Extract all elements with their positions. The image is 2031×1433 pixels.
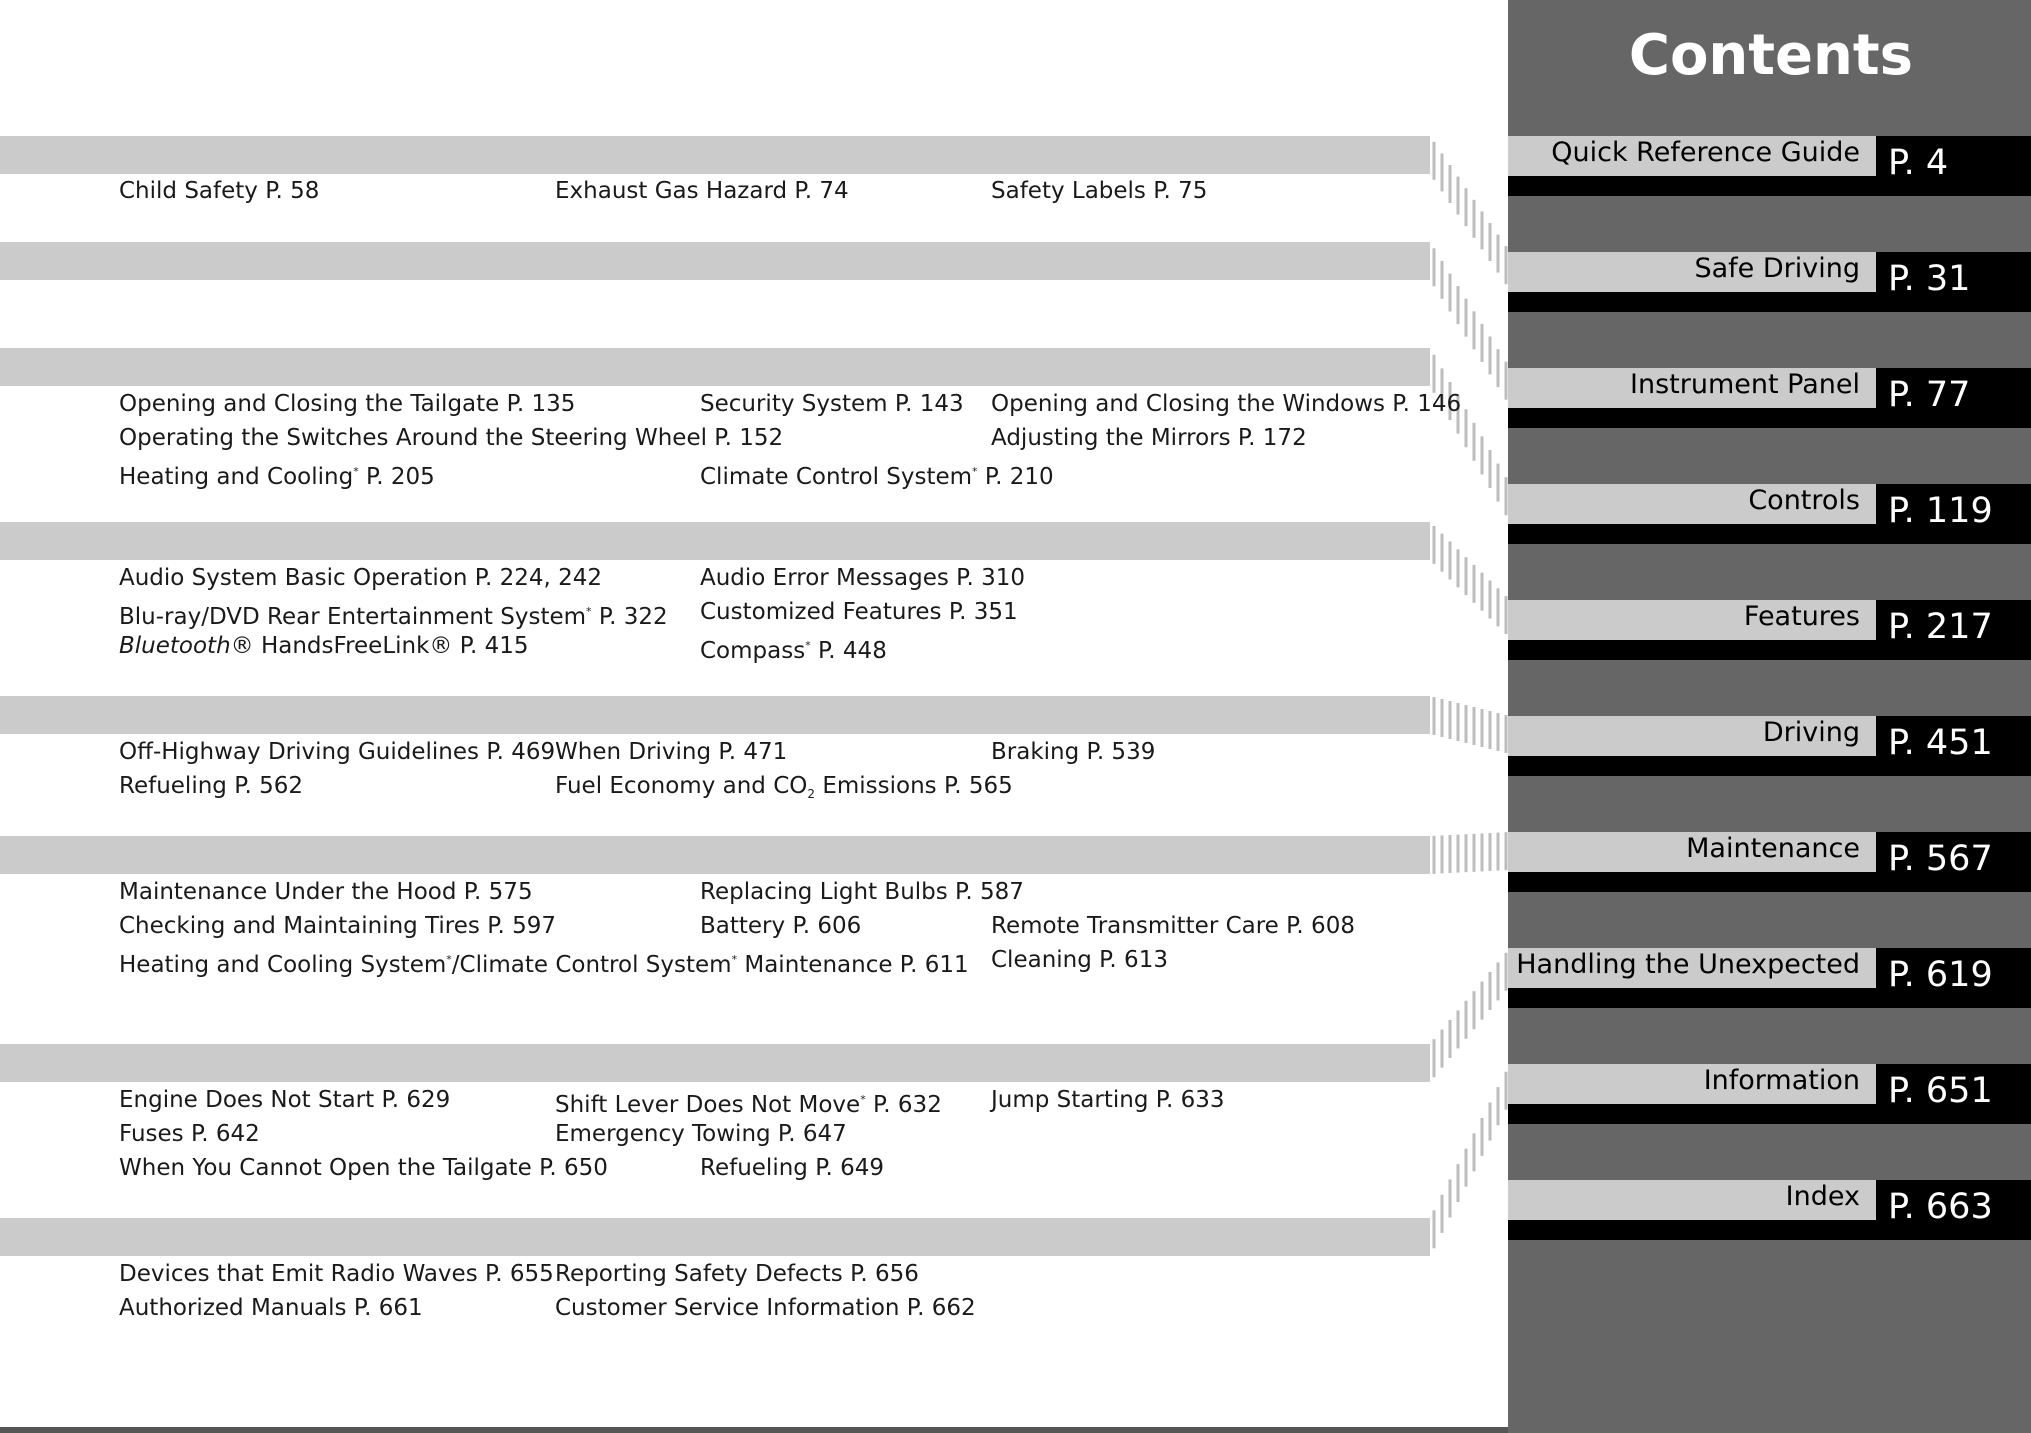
link-engine-not-start[interactable]: Engine Does Not Start P. 629 (119, 1087, 451, 1113)
tab-page-number: P. 77 (1888, 375, 1971, 415)
bottom-rule (0, 1427, 1508, 1433)
section-bar-information (0, 1218, 1430, 1256)
link-refueling-unexpected[interactable]: Refueling P. 649 (700, 1155, 884, 1181)
tab-label: Index (1508, 1180, 1876, 1220)
link-climate-control[interactable]: Climate Control System* P. 210 (700, 464, 1054, 490)
section-bar-safe-driving (0, 136, 1430, 174)
link-fuses[interactable]: Fuses P. 642 (119, 1121, 260, 1147)
link-adjusting-mirrors[interactable]: Adjusting the Mirrors P. 172 (991, 425, 1307, 451)
link-fuel-economy[interactable]: Fuel Economy and $CO_2$ Emissions P. 565 (555, 773, 1013, 801)
link-safety-labels[interactable]: Safety Labels P. 75 (991, 178, 1208, 204)
page-title: Contents (1628, 23, 1913, 88)
contents-panel (1508, 0, 2031, 1433)
tab-handling-the-unexpected[interactable] (1508, 948, 2031, 1008)
tab-label: Controls (1508, 484, 1876, 524)
tab-label: Driving (1508, 716, 1876, 756)
tab-label: Quick Reference Guide (1508, 136, 1876, 176)
tab-label: Instrument Panel (1508, 368, 1876, 408)
tab-label: Information (1508, 1064, 1876, 1104)
tab-page-number: P. 31 (1888, 259, 1971, 299)
link-bluray-dvd[interactable]: Blu-ray/DVD Rear Entertainment System* P. 322 (119, 604, 668, 630)
section-bar-controls (0, 348, 1430, 386)
connector-stripes (1430, 0, 1510, 1433)
link-cannot-open-tailgate[interactable]: When You Cannot Open the Tailgate P. 650 (119, 1155, 608, 1181)
tab-instrument-panel[interactable] (1508, 368, 2031, 428)
connector-stripe-group (1434, 953, 1506, 1077)
link-light-bulbs[interactable]: Replacing Light Bulbs P. 587 (700, 879, 1024, 905)
connector-stripe-group (1434, 697, 1506, 753)
section-bar-maintenance (0, 836, 1430, 874)
tab-label: Handling the Unexpected (1508, 948, 1876, 988)
section-bar-handling (0, 1044, 1430, 1082)
link-exhaust-gas-hazard[interactable]: Exhaust Gas Hazard P. 74 (555, 178, 849, 204)
link-hvac-maintenance[interactable]: Heating and Cooling System*/Climate Control System* Maintenance P. 611 (119, 952, 969, 978)
connector-stripe-group (1434, 142, 1506, 284)
link-when-driving[interactable]: When Driving P. 471 (555, 739, 788, 765)
link-shift-lever[interactable]: Shift Lever Does Not Move* P. 632 (555, 1092, 942, 1118)
link-radio-waves[interactable]: Devices that Emit Radio Waves P. 655 (119, 1261, 554, 1287)
link-bluetooth-hfl[interactable]: Bluetooth® HandsFreeLink® P. 415 (119, 633, 529, 659)
connector-stripe-group (1434, 832, 1506, 874)
link-audio-error[interactable]: Audio Error Messages P. 310 (700, 565, 1025, 591)
connector-stripe-group (1434, 355, 1506, 515)
link-authorized-manuals[interactable]: Authorized Manuals P. 661 (119, 1295, 423, 1321)
tab-label: Maintenance (1508, 832, 1876, 872)
link-security-system[interactable]: Security System P. 143 (700, 391, 964, 417)
link-safety-defects[interactable]: Reporting Safety Defects P. 656 (555, 1261, 919, 1287)
link-audio-basic[interactable]: Audio System Basic Operation P. 224, 242 (119, 565, 603, 591)
connector-stripe-group (1434, 1072, 1506, 1249)
tab-information[interactable] (1508, 1064, 2031, 1124)
link-opening-windows[interactable]: Opening and Closing the Windows P. 146 (991, 391, 1462, 417)
link-refueling-driving[interactable]: Refueling P. 562 (119, 773, 303, 799)
link-opening-tailgate[interactable]: Opening and Closing the Tailgate P. 135 (119, 391, 576, 417)
tab-label: Features (1508, 600, 1876, 640)
tab-features[interactable] (1508, 600, 2031, 660)
tab-label: Safe Driving (1508, 252, 1876, 292)
link-offhighway[interactable]: Off-Highway Driving Guidelines P. 469 (119, 739, 556, 765)
tab-driving[interactable] (1508, 716, 2031, 776)
link-cleaning[interactable]: Cleaning P. 613 (991, 947, 1168, 973)
tab-controls[interactable] (1508, 484, 2031, 544)
connector-stripe-group (1434, 248, 1506, 399)
link-heating-cooling[interactable]: Heating and Cooling* P. 205 (119, 464, 435, 490)
link-jump-starting[interactable]: Jump Starting P. 633 (991, 1087, 1225, 1113)
tab-page-number: P. 567 (1888, 839, 1993, 879)
tab-page-number: P. 651 (1888, 1071, 1993, 1111)
link-steering-switches[interactable]: Operating the Switches Around the Steering Wheel P. 152 (119, 425, 784, 451)
tab-safe-driving[interactable] (1508, 252, 2031, 312)
link-emergency-towing[interactable]: Emergency Towing P. 647 (555, 1121, 847, 1147)
tab-maintenance[interactable] (1508, 832, 2031, 892)
link-compass[interactable]: Compass* P. 448 (700, 638, 887, 664)
link-under-hood[interactable]: Maintenance Under the Hood P. 575 (119, 879, 533, 905)
tab-quick-reference-guide[interactable] (1508, 136, 2031, 196)
tab-index[interactable] (1508, 1180, 2031, 1240)
link-child-safety[interactable]: Child Safety P. 58 (119, 178, 320, 204)
link-battery[interactable]: Battery P. 606 (700, 913, 862, 939)
link-remote-transmitter[interactable]: Remote Transmitter Care P. 608 (991, 913, 1355, 939)
tab-page-number: P. 4 (1888, 143, 1949, 183)
link-tires[interactable]: Checking and Maintaining Tires P. 597 (119, 913, 557, 939)
link-customer-service[interactable]: Customer Service Information P. 662 (555, 1295, 976, 1321)
tab-page-number: P. 217 (1888, 607, 1993, 647)
tab-page-number: P. 663 (1888, 1187, 1993, 1227)
connector-stripe-group (1434, 526, 1506, 634)
section-bar-instrument-panel (0, 242, 1430, 280)
section-bar-features (0, 522, 1430, 560)
tab-page-number: P. 119 (1888, 491, 1993, 531)
link-customized-features[interactable]: Customized Features P. 351 (700, 599, 1018, 625)
link-braking[interactable]: Braking P. 539 (991, 739, 1156, 765)
tab-page-number: P. 619 (1888, 955, 1993, 995)
tab-page-number: P. 451 (1888, 723, 1993, 763)
section-bar-driving (0, 696, 1430, 734)
